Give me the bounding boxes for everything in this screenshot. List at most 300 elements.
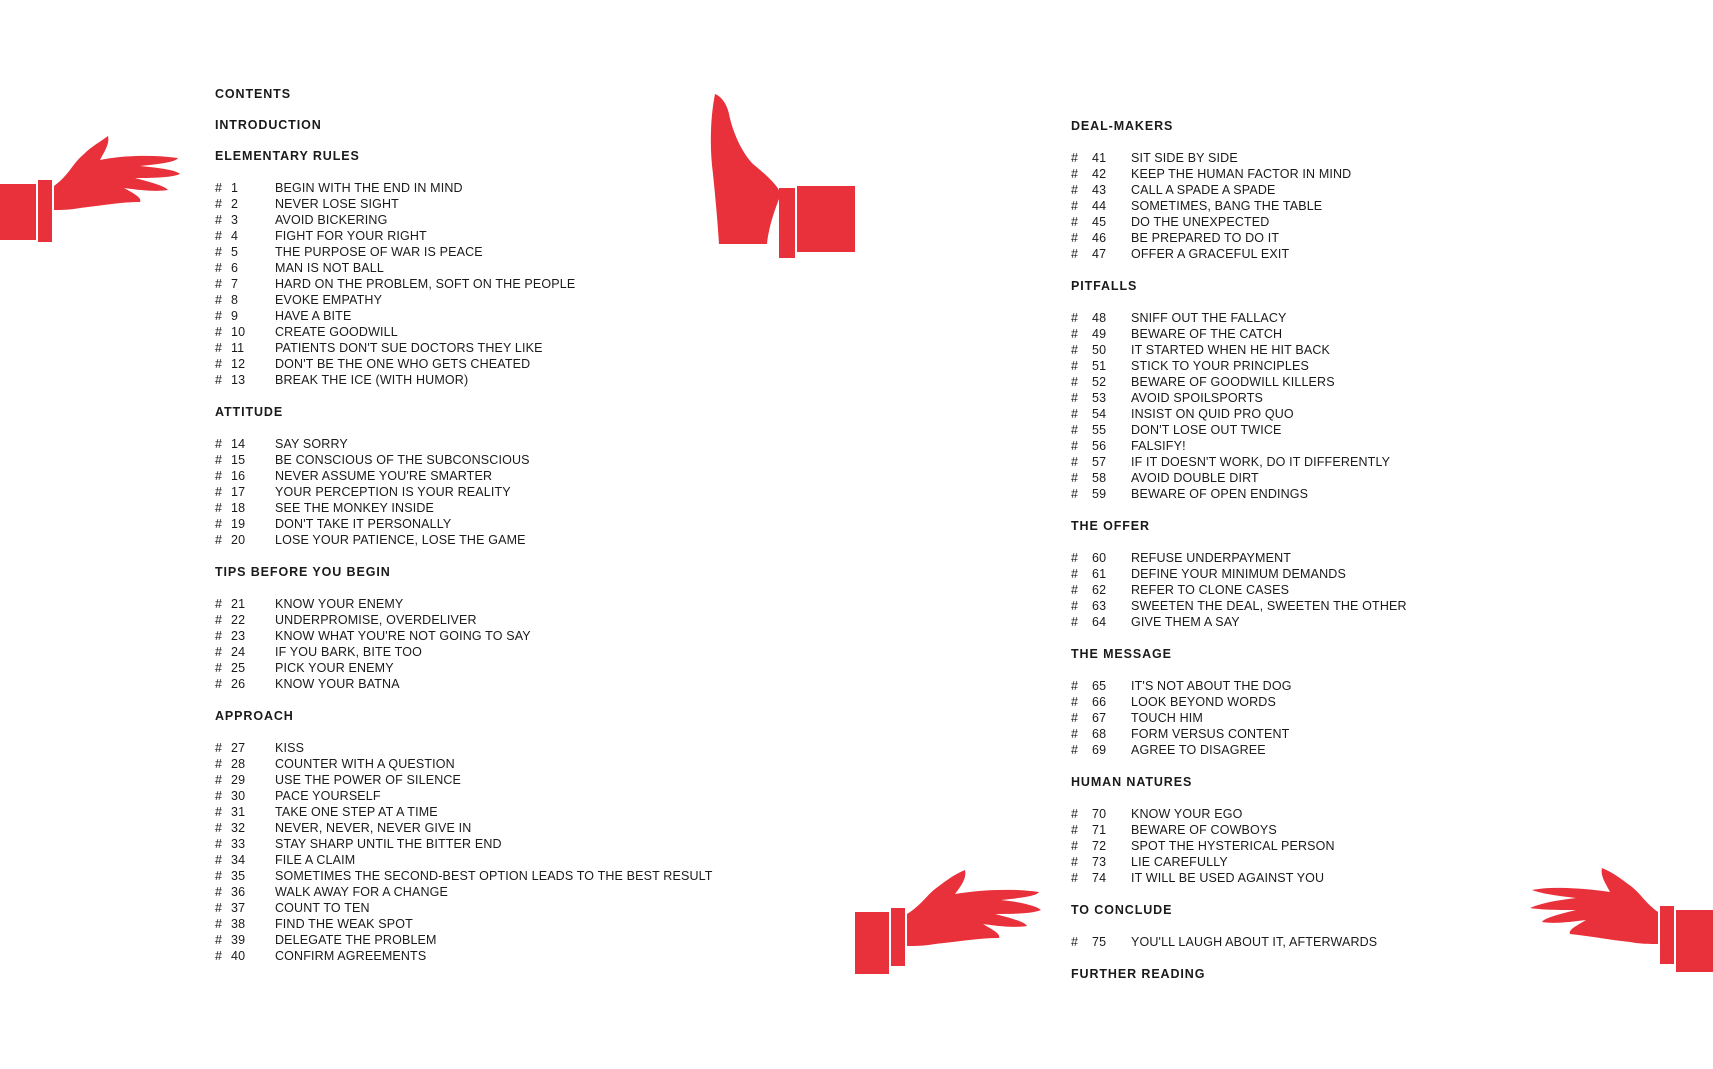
toc-entry[interactable] (215, 436, 713, 452)
entry-number: 3 (231, 213, 239, 227)
toc-entry[interactable] (215, 228, 713, 244)
entry-title: AGREE TO DISAGREE (1131, 743, 1266, 757)
toc-entry[interactable] (1071, 710, 1407, 726)
entry-number: 24 (231, 645, 246, 659)
entry-number: 37 (231, 901, 246, 915)
toc-entry[interactable] (1071, 934, 1407, 950)
entry-number: 13 (231, 373, 246, 387)
toc-entry[interactable] (1071, 614, 1407, 630)
toc-entry[interactable] (215, 820, 713, 836)
entry-hash: # (1071, 247, 1079, 261)
entry-number: 56 (1092, 439, 1107, 453)
entry-title: IT STARTED WHEN HE HIT BACK (1131, 343, 1330, 357)
entry-hash: # (215, 645, 223, 659)
toc-entry[interactable] (215, 276, 713, 292)
entry-title: IT'S NOT ABOUT THE DOG (1131, 679, 1292, 693)
entry-title: PICK YOUR ENEMY (275, 661, 394, 675)
toc-entry[interactable] (215, 772, 713, 788)
toc-entry[interactable] (215, 900, 713, 916)
toc-entry[interactable] (1071, 310, 1407, 326)
entry-number: 69 (1092, 743, 1107, 757)
entry-title: KNOW YOUR EGO (1131, 807, 1243, 821)
entry-hash: # (1071, 727, 1079, 741)
toc-section (215, 564, 713, 692)
entry-number: 71 (1092, 823, 1107, 837)
entry-title: BEWARE OF COWBOYS (1131, 823, 1277, 837)
entry-title: PACE YOURSELF (275, 789, 381, 803)
entry-hash: # (215, 229, 223, 243)
entry-hash: # (215, 917, 223, 931)
entry-hash: # (215, 309, 223, 323)
entry-title: FORM VERSUS CONTENT (1131, 727, 1290, 741)
entry-hash: # (215, 933, 223, 947)
entry-title: SPOT THE HYSTERICAL PERSON (1131, 839, 1335, 853)
entry-title: MAN IS NOT BALL (275, 261, 384, 275)
entry-title: BEWARE OF OPEN ENDINGS (1131, 487, 1309, 501)
section-heading[interactable]: TO CONCLUDE (1071, 903, 1173, 917)
toc-entry[interactable] (215, 308, 713, 324)
introduction-heading[interactable]: INTRODUCTION (215, 118, 322, 132)
entry-hash: # (1071, 679, 1079, 693)
section-heading[interactable]: APPROACH (215, 709, 294, 723)
entry-hash: # (1071, 439, 1079, 453)
entry-title: HAVE A BITE (275, 309, 352, 323)
entry-title: DON'T LOSE OUT TWICE (1131, 423, 1282, 437)
entry-list (1071, 310, 1407, 502)
right-sections (1071, 118, 1407, 950)
section-heading[interactable]: THE MESSAGE (1071, 647, 1172, 661)
toc-entry[interactable] (1071, 358, 1407, 374)
entry-hash: # (215, 213, 223, 227)
entry-number: 43 (1092, 183, 1107, 197)
entry-number: 20 (231, 533, 246, 547)
entry-number: 66 (1092, 695, 1107, 709)
toc-entry[interactable] (1071, 598, 1407, 614)
entry-title: KNOW YOUR ENEMY (275, 597, 404, 611)
toc-entry[interactable] (1071, 342, 1407, 358)
entry-title: SIT SIDE BY SIDE (1131, 151, 1238, 165)
entry-title: IT WILL BE USED AGAINST YOU (1131, 871, 1325, 885)
entry-hash: # (215, 277, 223, 291)
entry-number: 55 (1092, 423, 1107, 437)
toc-section (215, 708, 713, 964)
entry-title: HARD ON THE PROBLEM, SOFT ON THE PEOPLE (275, 277, 576, 291)
entry-title: AVOID DOUBLE DIRT (1131, 471, 1259, 485)
toc-entry[interactable] (215, 484, 713, 500)
toc-entry[interactable] (1071, 678, 1407, 694)
section-heading[interactable]: ATTITUDE (215, 405, 284, 419)
toc-entry[interactable] (1071, 470, 1407, 486)
entry-hash: # (1071, 167, 1079, 181)
entry-title: UNDERPROMISE, OVERDELIVER (275, 613, 477, 627)
entry-number: 27 (231, 741, 246, 755)
entry-hash: # (215, 901, 223, 915)
toc-entry[interactable] (215, 452, 713, 468)
entry-hash: # (215, 661, 223, 675)
entry-number: 75 (1092, 935, 1107, 949)
entry-list (1071, 806, 1407, 886)
entry-title: BE CONSCIOUS OF THE SUBCONSCIOUS (275, 453, 530, 467)
entry-title: TOUCH HIM (1131, 711, 1203, 725)
entry-hash: # (1071, 327, 1079, 341)
entry-number: 41 (1092, 151, 1107, 165)
entry-title: THE PURPOSE OF WAR IS PEACE (275, 245, 483, 259)
entry-number: 46 (1092, 231, 1107, 245)
toc-entry[interactable] (215, 740, 713, 756)
entry-title: SOMETIMES THE SECOND-BEST OPTION LEADS TO THE BEST RESULT (275, 869, 713, 883)
entry-number: 38 (231, 917, 246, 931)
entry-hash: # (215, 757, 223, 771)
toc-entry[interactable] (215, 852, 713, 868)
entry-title: USE THE POWER OF SILENCE (275, 773, 462, 787)
entry-title: NEVER LOSE SIGHT (275, 197, 399, 211)
entry-hash: # (1071, 599, 1079, 613)
entry-number: 36 (231, 885, 246, 899)
entry-title: OFFER A GRACEFUL EXIT (1131, 247, 1290, 261)
entry-number: 6 (231, 261, 239, 275)
hand-pointing-down-icon (707, 94, 857, 264)
entry-title: LOSE YOUR PATIENCE, LOSE THE GAME (275, 533, 526, 547)
entry-title: IF IT DOESN'T WORK, DO IT DIFFERENTLY (1131, 455, 1391, 469)
toc-entry[interactable] (215, 644, 713, 660)
entry-title: KNOW WHAT YOU'RE NOT GOING TO SAY (275, 629, 531, 643)
toc-entry[interactable] (215, 596, 713, 612)
entry-title: PATIENTS DON'T SUE DOCTORS THEY LIKE (275, 341, 543, 355)
entry-number: 34 (231, 853, 246, 867)
entry-title: BREAK THE ICE (WITH HUMOR) (275, 373, 469, 387)
entry-hash: # (215, 949, 223, 963)
entry-title: REFUSE UNDERPAYMENT (1131, 551, 1292, 565)
entry-title: CONFIRM AGREEMENTS (275, 949, 427, 963)
entry-hash: # (1071, 711, 1079, 725)
entry-hash: # (215, 501, 223, 515)
toc-entry[interactable] (1071, 198, 1407, 214)
further-reading-heading[interactable]: FURTHER READING (1071, 967, 1206, 981)
entry-hash: # (215, 357, 223, 371)
toc-entry[interactable] (215, 292, 713, 308)
entry-list (1071, 550, 1407, 630)
entry-number: 60 (1092, 551, 1107, 565)
entry-number: 48 (1092, 311, 1107, 325)
entry-number: 22 (231, 613, 246, 627)
entry-number: 26 (231, 677, 246, 691)
toc-entry[interactable] (215, 500, 713, 516)
toc-section (215, 148, 713, 388)
entry-number: 30 (231, 789, 246, 803)
entry-title: NEVER, NEVER, NEVER GIVE IN (275, 821, 472, 835)
section-heading[interactable]: TIPS BEFORE YOU BEGIN (215, 565, 391, 579)
entry-list (1071, 934, 1407, 950)
entry-number: 47 (1092, 247, 1107, 261)
toc-entry[interactable] (1071, 390, 1407, 406)
toc-entry[interactable] (1071, 870, 1407, 886)
toc-entry[interactable] (215, 532, 713, 548)
section-heading[interactable]: DEAL-MAKERS (1071, 119, 1174, 133)
entry-hash: # (1071, 823, 1079, 837)
toc-entry[interactable] (215, 676, 713, 692)
toc-entry[interactable] (215, 660, 713, 676)
toc-entry[interactable] (1071, 726, 1407, 742)
toc-entry[interactable] (1071, 854, 1407, 870)
toc-entry[interactable] (1071, 214, 1407, 230)
entry-title: GIVE THEM A SAY (1131, 615, 1240, 629)
entry-hash: # (215, 613, 223, 627)
section-heading[interactable]: PITFALLS (1071, 279, 1138, 293)
entry-number: 21 (231, 597, 246, 611)
entry-hash: # (215, 853, 223, 867)
toc-section (1071, 774, 1407, 886)
entry-title: NEVER ASSUME YOU'RE SMARTER (275, 469, 493, 483)
toc-entry[interactable] (1071, 326, 1407, 342)
entry-number: 33 (231, 837, 246, 851)
toc-entry[interactable] (215, 916, 713, 932)
toc-section (1071, 646, 1407, 758)
entry-number: 72 (1092, 839, 1107, 853)
entry-number: 15 (231, 453, 246, 467)
toc-entry[interactable] (1071, 438, 1407, 454)
entry-number: 25 (231, 661, 246, 675)
left-contents-column (215, 86, 713, 980)
toc-entry[interactable] (215, 868, 713, 884)
entry-list (215, 596, 713, 692)
entry-title: SWEETEN THE DEAL, SWEETEN THE OTHER (1131, 599, 1407, 613)
toc-entry[interactable] (215, 260, 713, 276)
entry-hash: # (215, 197, 223, 211)
entry-hash: # (215, 773, 223, 787)
entry-title: BE PREPARED TO DO IT (1131, 231, 1280, 245)
toc-entry[interactable] (1071, 454, 1407, 470)
hand-left-icon (0, 136, 182, 242)
toc-entry[interactable] (1071, 150, 1407, 166)
entry-number: 50 (1092, 343, 1107, 357)
contents-heading: CONTENTS (215, 87, 291, 101)
entry-title: EVOKE EMPATHY (275, 293, 383, 307)
entry-number: 64 (1092, 615, 1107, 629)
toc-entry[interactable] (215, 948, 713, 964)
entry-number: 17 (231, 485, 246, 499)
entry-title: INSIST ON QUID PRO QUO (1131, 407, 1294, 421)
entry-hash: # (215, 677, 223, 691)
toc-entry[interactable] (1071, 374, 1407, 390)
entry-hash: # (1071, 375, 1079, 389)
entry-hash: # (1071, 151, 1079, 165)
entry-hash: # (1071, 567, 1079, 581)
toc-entry[interactable] (215, 468, 713, 484)
entry-hash: # (215, 805, 223, 819)
entry-title: CALL A SPADE A SPADE (1131, 183, 1276, 197)
entry-number: 29 (231, 773, 246, 787)
entry-title: KNOW YOUR BATNA (275, 677, 400, 691)
toc-entry[interactable] (1071, 166, 1407, 182)
entry-hash: # (1071, 231, 1079, 245)
entry-hash: # (1071, 551, 1079, 565)
entry-title: SNIFF OUT THE FALLACY (1131, 311, 1287, 325)
section-heading[interactable]: THE OFFER (1071, 519, 1150, 533)
entry-number: 40 (231, 949, 246, 963)
entry-hash: # (1071, 359, 1079, 373)
entry-title: FILE A CLAIM (275, 853, 356, 867)
entry-hash: # (1071, 407, 1079, 421)
entry-hash: # (1071, 487, 1079, 501)
left-sections (215, 148, 713, 964)
entry-number: 14 (231, 437, 246, 451)
entry-title: FALSIFY! (1131, 439, 1186, 453)
toc-entry[interactable] (1071, 230, 1407, 246)
entry-number: 61 (1092, 567, 1107, 581)
entry-hash: # (215, 373, 223, 387)
entry-title: DELEGATE THE PROBLEM (275, 933, 437, 947)
entry-hash: # (215, 469, 223, 483)
toc-entry[interactable] (1071, 550, 1407, 566)
toc-section (1071, 118, 1407, 262)
entry-number: 62 (1092, 583, 1107, 597)
toc-entry[interactable] (215, 372, 713, 388)
entry-number: 4 (231, 229, 239, 243)
entry-title: STAY SHARP UNTIL THE BITTER END (275, 837, 502, 851)
toc-entry[interactable] (1071, 566, 1407, 582)
toc-entry[interactable] (215, 244, 713, 260)
toc-entry[interactable] (1071, 822, 1407, 838)
toc-entry[interactable] (215, 612, 713, 628)
entry-number: 10 (231, 325, 246, 339)
toc-entry[interactable] (1071, 182, 1407, 198)
entry-title: WALK AWAY FOR A CHANGE (275, 885, 449, 899)
toc-entry[interactable] (215, 788, 713, 804)
entry-title: YOU'LL LAUGH ABOUT IT, AFTERWARDS (1131, 935, 1378, 949)
toc-entry[interactable] (1071, 838, 1407, 854)
toc-section (1071, 902, 1407, 950)
entry-list (215, 740, 713, 964)
entry-hash: # (1071, 583, 1079, 597)
entry-title: BEWARE OF GOODWILL KILLERS (1131, 375, 1335, 389)
toc-entry[interactable] (215, 356, 713, 372)
entry-number: 74 (1092, 871, 1107, 885)
entry-hash: # (215, 293, 223, 307)
entry-title: TAKE ONE STEP AT A TIME (275, 805, 438, 819)
toc-entry[interactable] (215, 756, 713, 772)
entry-hash: # (1071, 183, 1079, 197)
entry-hash: # (215, 629, 223, 643)
toc-section (1071, 278, 1407, 502)
entry-number: 57 (1092, 455, 1107, 469)
toc-section (1071, 518, 1407, 630)
entry-hash: # (1071, 935, 1079, 949)
toc-entry[interactable] (215, 340, 713, 356)
toc-entry[interactable] (1071, 486, 1407, 502)
hand-bottom-middle-icon (855, 870, 1041, 976)
entry-hash: # (215, 485, 223, 499)
entry-number: 67 (1092, 711, 1107, 725)
entry-number: 54 (1092, 407, 1107, 421)
entry-title: DON'T BE THE ONE WHO GETS CHEATED (275, 357, 531, 371)
entry-hash: # (1071, 743, 1079, 757)
entry-title: IF YOU BARK, BITE TOO (275, 645, 422, 659)
entry-hash: # (215, 517, 223, 531)
toc-entry[interactable] (1071, 406, 1407, 422)
entry-hash: # (215, 341, 223, 355)
entry-hash: # (1071, 615, 1079, 629)
toc-entry[interactable] (215, 180, 713, 196)
entry-number: 31 (231, 805, 246, 819)
hand-bottom-right-icon (1530, 868, 1713, 974)
toc-entry[interactable] (215, 836, 713, 852)
entry-number: 2 (231, 197, 239, 211)
entry-title: DON'T TAKE IT PERSONALLY (275, 517, 452, 531)
entry-title: SOMETIMES, BANG THE TABLE (1131, 199, 1323, 213)
entry-hash: # (1071, 199, 1079, 213)
entry-number: 35 (231, 869, 246, 883)
toc-entry[interactable] (215, 932, 713, 948)
entry-hash: # (215, 821, 223, 835)
toc-entry[interactable] (215, 212, 713, 228)
entry-title: REFER TO CLONE CASES (1131, 583, 1290, 597)
entry-title: FIGHT FOR YOUR RIGHT (275, 229, 427, 243)
toc-entry[interactable] (1071, 742, 1407, 758)
toc-entry[interactable] (1071, 694, 1407, 710)
entry-hash: # (215, 533, 223, 547)
entry-number: 59 (1092, 487, 1107, 501)
entry-title: KEEP THE HUMAN FACTOR IN MIND (1131, 167, 1352, 181)
toc-entry[interactable] (1071, 582, 1407, 598)
entry-number: 49 (1092, 327, 1107, 341)
entry-list (1071, 150, 1407, 262)
entry-title: SEE THE MONKEY INSIDE (275, 501, 434, 515)
entry-number: 7 (231, 277, 239, 291)
entry-title: BEGIN WITH THE END IN MIND (275, 181, 463, 195)
entry-number: 28 (231, 757, 246, 771)
entry-number: 52 (1092, 375, 1107, 389)
entry-title: SAY SORRY (275, 437, 348, 451)
entry-number: 19 (231, 517, 246, 531)
entry-hash: # (215, 261, 223, 275)
entry-number: 53 (1092, 391, 1107, 405)
toc-entry[interactable] (215, 884, 713, 900)
entry-title: STICK TO YOUR PRINCIPLES (1131, 359, 1309, 373)
entry-hash: # (1071, 695, 1079, 709)
entry-hash: # (215, 181, 223, 195)
entry-title: KISS (275, 741, 305, 755)
section-heading[interactable]: HUMAN NATURES (1071, 775, 1193, 789)
toc-entry[interactable] (1071, 806, 1407, 822)
entry-title: YOUR PERCEPTION IS YOUR REALITY (275, 485, 511, 499)
toc-entry[interactable] (215, 196, 713, 212)
toc-entry[interactable] (215, 324, 713, 340)
entry-number: 12 (231, 357, 246, 371)
toc-entry[interactable] (215, 516, 713, 532)
entry-list (215, 436, 713, 548)
entry-number: 45 (1092, 215, 1107, 229)
entry-title: BEWARE OF THE CATCH (1131, 327, 1283, 341)
toc-entry[interactable] (1071, 246, 1407, 262)
entry-title: DEFINE YOUR MINIMUM DEMANDS (1131, 567, 1346, 581)
toc-entry[interactable] (215, 804, 713, 820)
entry-title: FIND THE WEAK SPOT (275, 917, 413, 931)
toc-entry[interactable] (1071, 422, 1407, 438)
section-heading[interactable]: ELEMENTARY RULES (215, 149, 360, 163)
entry-number: 44 (1092, 199, 1107, 213)
entry-hash: # (1071, 807, 1079, 821)
right-contents-column (1071, 118, 1407, 982)
entry-hash: # (215, 741, 223, 755)
entry-hash: # (1071, 343, 1079, 357)
entry-number: 9 (231, 309, 239, 323)
entry-hash: # (1071, 391, 1079, 405)
toc-entry[interactable] (215, 628, 713, 644)
entry-hash: # (215, 885, 223, 899)
entry-number: 68 (1092, 727, 1107, 741)
entry-number: 32 (231, 821, 246, 835)
entry-hash: # (215, 597, 223, 611)
